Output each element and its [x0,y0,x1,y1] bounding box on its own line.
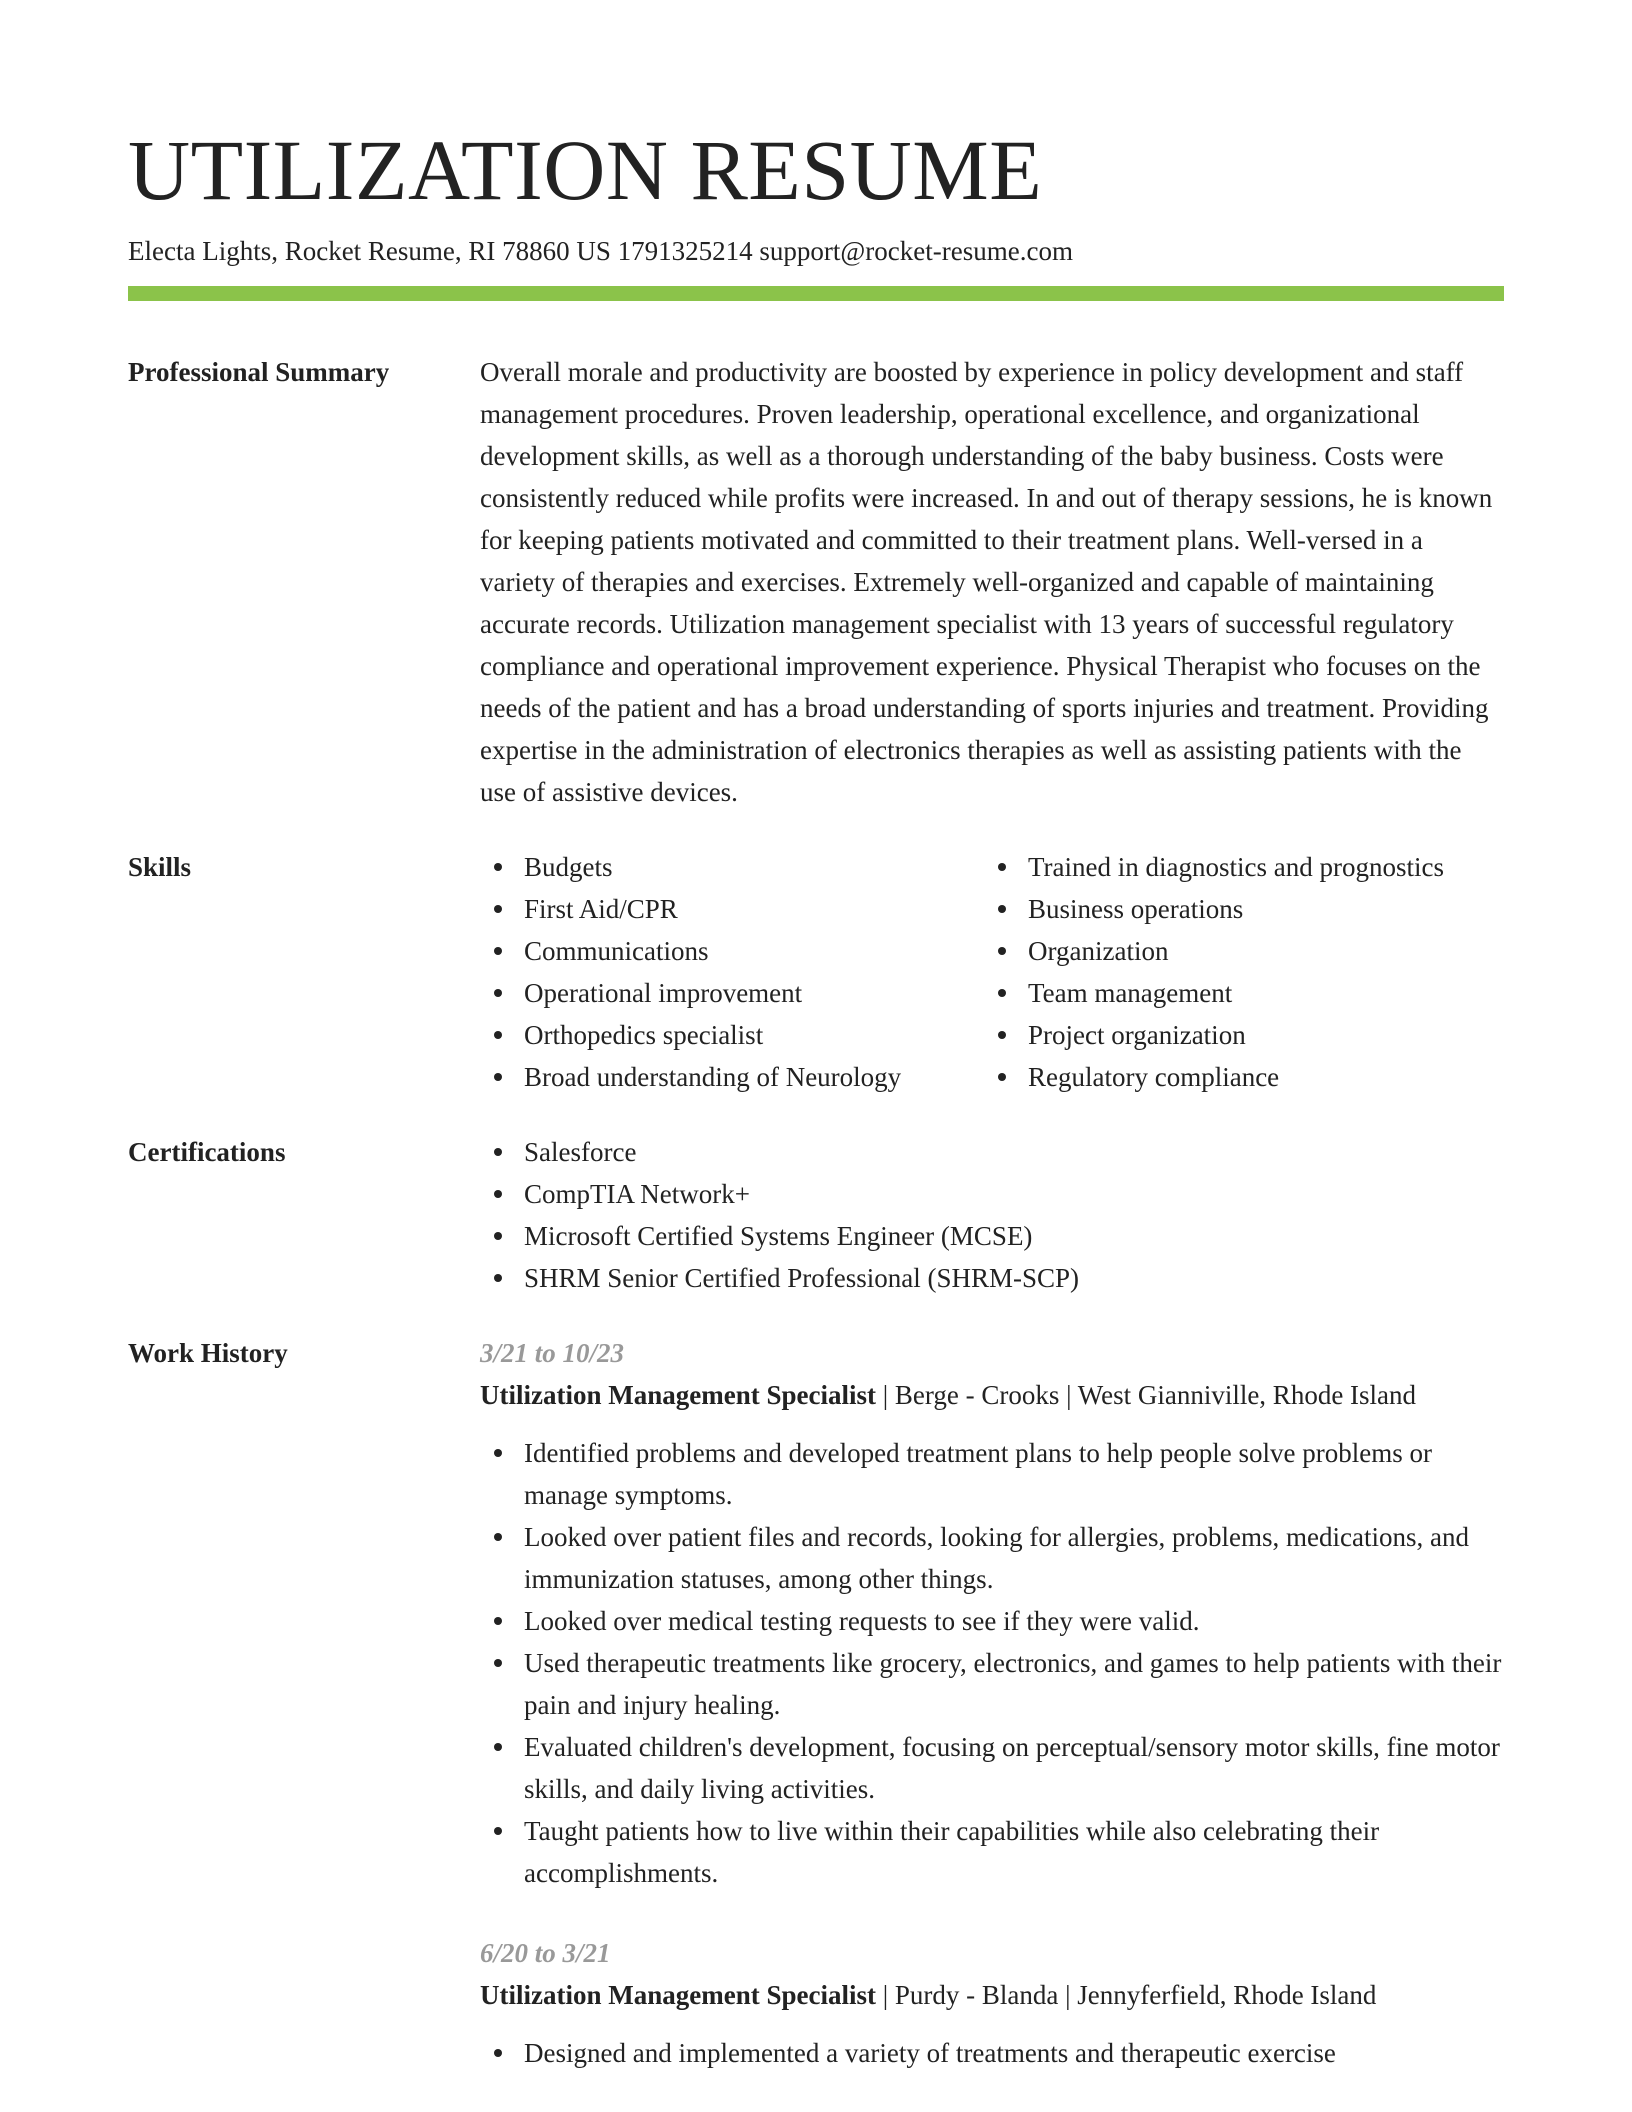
job-bullet: Taught patients how to live within their capabilities while also celebrating their accomplishments. [480,1810,1504,1894]
job-entry [480,1932,1504,2074]
certifications-section [128,1131,1504,1299]
skill-item: Operational improvement [480,972,984,1014]
job-entry [480,1332,1504,1894]
job-dates: 6/20 to 3/21 [480,1938,611,1968]
job-details: | Purdy - Blanda | Jennyferfield, Rhode Island [875,1980,1377,2010]
job-bullets [480,2032,1504,2074]
skills-list [480,846,1504,1098]
skill-item: Business operations [984,888,1488,930]
skill-item: First Aid/CPR [480,888,984,930]
skill-item: Budgets [480,846,984,888]
skill-item: Broad understanding of Neurology [480,1056,984,1098]
job-bullet: Evaluated children's development, focusing on perceptual/sensory motor skills, fine motor skills, and daily living activities. [480,1726,1504,1810]
resume-title: UTILIZATION RESUME [128,122,1043,218]
job-details: | Berge - Crooks | West Gianniville, Rhode Island [875,1380,1417,1410]
certifications-label: Certifications [128,1137,286,1167]
job-bullet: Looked over patient files and records, looking for allergies, problems, medications, and immunization statuses, among other things. [480,1516,1504,1600]
skill-item: Orthopedics specialist [480,1014,984,1056]
skill-item: Organization [984,930,1488,972]
job-dates: 3/21 to 10/23 [480,1338,625,1368]
work-history-list [480,1332,1504,2074]
skill-item: Trained in diagnostics and prognostics [984,846,1488,888]
summary-section [128,351,1504,813]
job-bullets [480,1432,1504,1894]
summary-label: Professional Summary [128,357,390,387]
skills-column-2 [984,846,1488,1098]
skills-column-1 [480,846,984,1098]
skill-item: Team management [984,972,1488,1014]
certification-item: CompTIA Network+ [480,1173,1504,1215]
certification-item: SHRM Senior Certified Professional (SHRM-SCP) [480,1257,1504,1299]
certification-item: Microsoft Certified Systems Engineer (MCSE) [480,1215,1504,1257]
certifications-list [480,1131,1504,1299]
skills-section [128,846,1504,1098]
summary-text: Overall morale and productivity are boosted by experience in policy development and staff management procedures. Proven leadership, operational excellence, and organizational development skills, as well as a thorough understanding of the baby business. Costs were consistently reduced while profits were increased. In and out of therapy sessions, he is known for keeping patients motivated and committed to their treatment plans. Well-versed in a variety of therapies and exercises. Extremely well-organized and capable of maintaining accurate records. Utilization management specialist with 13 years of successful regulatory compliance and operational improvement experience. Physical Therapist who focuses on the needs of the patient and has a broad understanding of sports injuries and treatment. Providing expertise in the administration of electronics therapies as well as assisting patients with the use of assistive devices. [480,357,1493,807]
header-divider [128,286,1504,301]
job-heading [480,1374,1504,1416]
skill-item: Project organization [984,1014,1488,1056]
skills-label: Skills [128,852,192,882]
contact-line: Electa Lights, Rocket Resume, RI 78860 US 1791325214 support@rocket-resume.com [128,236,1073,266]
work-history-section [128,1332,1504,2074]
job-heading [480,1974,1504,2016]
resume-page [128,120,1504,2074]
skill-item: Communications [480,930,984,972]
work-history-label: Work History [128,1338,288,1368]
job-bullet: Looked over medical testing requests to see if they were valid. [480,1600,1504,1642]
job-title: Utilization Management Specialist [480,1380,876,1410]
skill-item: Regulatory compliance [984,1056,1488,1098]
job-bullet: Identified problems and developed treatment plans to help people solve problems or manage symptoms. [480,1432,1504,1516]
certification-item: Salesforce [480,1131,1504,1173]
job-title: Utilization Management Specialist [480,1980,876,2010]
job-bullet: Designed and implemented a variety of treatments and therapeutic exercise [480,2032,1504,2074]
job-bullet: Used therapeutic treatments like grocery, electronics, and games to help patients with their pain and injury healing. [480,1642,1504,1726]
